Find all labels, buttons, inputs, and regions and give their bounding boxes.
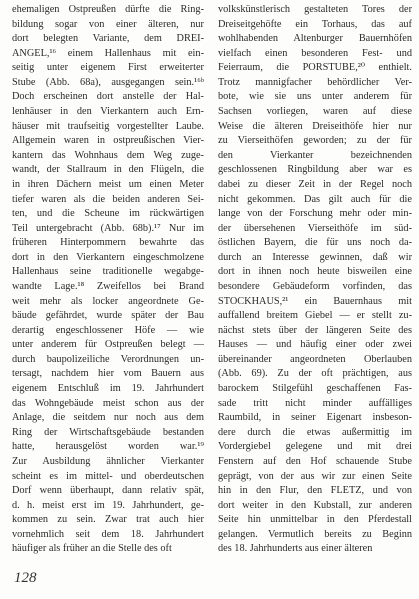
text-line: den Vierkanter bezeichnenden [218,149,412,161]
text-line: sade tritt nicht minder auffälliges [218,397,412,409]
text-line: gelangen. Vermutlich bereits zu Beginn [218,528,412,540]
text-line: dort in den Vierkantern eingeschmolzene [12,251,204,263]
text-line: ehemaligen Ostpreußen dürfte die Ring- [12,4,204,15]
text-line: nicht gekommen. Das gilt auch für die [218,193,412,205]
text-line: lenhäuser in den Vierkantern auch Ern- [12,106,204,118]
text-line: Stube (Abb. 68a), ausgegangen sein.¹⁶ᵇ [12,76,204,88]
text-line: der übersehenen Vierseithöfe im süd- [218,222,412,234]
left-text-column [12,3,204,557]
text-line: tersagt, nachdem hier vom Bauern aus [12,368,204,380]
text-line: geprägt, von der aus wir zur einen Seite [218,470,412,482]
text-line: tiefer waren als die beiden anderen Sei- [12,193,204,205]
text-line: durch an Interesse gewinnen, daß wir [218,251,412,263]
page-number: 128 [14,570,37,586]
text-line: lange von der Forschung mehr oder min- [218,208,412,220]
text-line: Hallenhaus seine traditionelle wegabge- [12,266,204,278]
text-line: Raumbild, in seiner Eigenart insbeson- [218,412,412,424]
text-line: Seite hin unmittelbar in den Pferdestall [218,514,412,526]
text-line: Doch erscheinen dort anstelle der Hal- [12,91,204,103]
text-line: vielfach einen besonderen Fest- und [218,47,412,59]
text-line: dort weiter in den Kubstall, zur anderen [218,499,412,511]
text-line: vornehmlich seit dem 18. Jahrhundert [12,528,204,540]
text-line: volkskünstlerisch gestalteten Tores der [218,4,412,15]
text-line: häufiger als früher an die Stelle des oft [12,543,172,555]
text-line: Ring der Wirtschaftsgebäude bestanden [12,426,204,438]
text-line: dort in ihnen noch heute bisweilen eine [218,266,412,278]
text-line: früheren Hinterpommern bewahrte das [12,237,204,249]
text-line: Fenstern auf den Hof schauende Stube [218,455,412,467]
text-line: häuser mit traufseitig vorgestellter Laube. [12,120,204,132]
text-line: bote, wie sie uns unter anderem für [218,91,412,103]
text-line: unter anderem für Ostpreußen belegt — [12,339,204,351]
text-line: wohlhabenden Altenburger Bauernhöfen [218,33,412,45]
text-line: hin in den Flur, den FLETZ, und von [218,485,412,497]
text-line: derartig engeschlossener Höfe — wie [12,324,204,336]
text-line: nächst stets über der längeren Seite des [218,324,412,336]
text-line: bäude gefährdet, wurde später der Bau [12,310,204,322]
text-line: östlichen Bayern, die für uns noch da- [218,237,412,249]
text-line: kommen zu sein. Zwar trat auch hier [12,514,204,526]
text-line: seitig unter eigenem First erweiterter [12,62,204,74]
text-line: auffallend breitem Giebel — er stellt zu- [218,310,412,322]
text-line: d. h. meist erst im 19. Jahrhundert, ge- [12,499,204,511]
text-line: Zur Ausbildung ähnlicher Vierkanter [12,455,204,467]
text-line: ten, und die Scheune im rückwärtigen [12,208,204,220]
text-line: das Wohngebäude meist schon aus der [12,397,204,409]
text-line: barockem Stilgefühl geschaffenen Fas- [218,383,412,395]
text-line: in ihren Dächern meist um einen Meter [12,178,204,190]
text-line: bildung sogar von einer älteren, nur [12,18,204,30]
text-line: scheint es im mittel- und oberdeutschen [12,470,204,482]
text-line: geschlossenen Ringbildung aber war es [218,164,412,176]
text-line: wandt, der Stallraum in den Flügeln, die [12,164,204,176]
text-line: Weise die älteren Dreiseithöfe hier nur [218,120,412,132]
text-line: Trotz mannigfacher behördlicher Ver- [218,76,412,88]
text-line: eigenem Entschluß im 19. Jahrhundert [12,383,204,395]
text-line: kantern das Wohnhaus dem Weg zuge- [12,149,204,161]
text-line: Feierraum, die PORSTUBE,²⁰ enthielt. [218,62,412,74]
text-line: Allgemein waren in ostpreußischen Vier- [12,135,204,147]
text-line: Dorf wenn überhaupt, dann relativ spät, [12,485,204,497]
text-line: hatte, herausgelöst worden war.¹⁹ [12,441,204,453]
text-line: durch baupolizeiliche Verordnungen un- [12,353,204,365]
text-line: wandte Lage.¹⁸ Zweifellos bei Brand [12,280,204,292]
text-line: besondere Gebäudeform vorfinden, das [218,280,412,292]
text-line: dere durch die etwas außermittig im [218,426,412,438]
text-line: STOCKHAUS,²¹ ein Bauernhaus mit [218,295,412,307]
text-line: ANGEL,¹⁶ einem Hallenhaus mit ein- [12,47,204,59]
text-line: Teil untergebracht (Abb. 68b).¹⁷ Nur im [12,222,204,234]
text-line: (Abb. 69). Zu der oft prächtigen, aus [218,368,412,380]
right-text-column [218,3,412,557]
text-line: dort belegten Variante, dem DREI- [12,33,204,45]
text-line: übereinander angeordneten Oberlauben [218,353,412,365]
text-line: Anlage, die seitdem nur noch aus dem [12,412,204,424]
text-line: Vordergiebel gelegene und mit drei [218,441,412,453]
text-line: Hauses — und häufig einer oder zwei [218,339,412,351]
text-line: des 18. Jahrhunderts aus einer älteren [218,543,373,555]
text-line: zu Vierseithöfen geworden; zu der für [218,135,412,147]
text-line: Sachsen vorliegen, waren auf diese [218,106,412,118]
text-line: weit mehr als locker angeordnete Ge- [12,295,204,307]
text-line: dabei zu dieser Zeit in der Regel noch [218,178,412,190]
text-line: Dreiseitgehöfte ein Torhaus, das auf [218,18,412,30]
